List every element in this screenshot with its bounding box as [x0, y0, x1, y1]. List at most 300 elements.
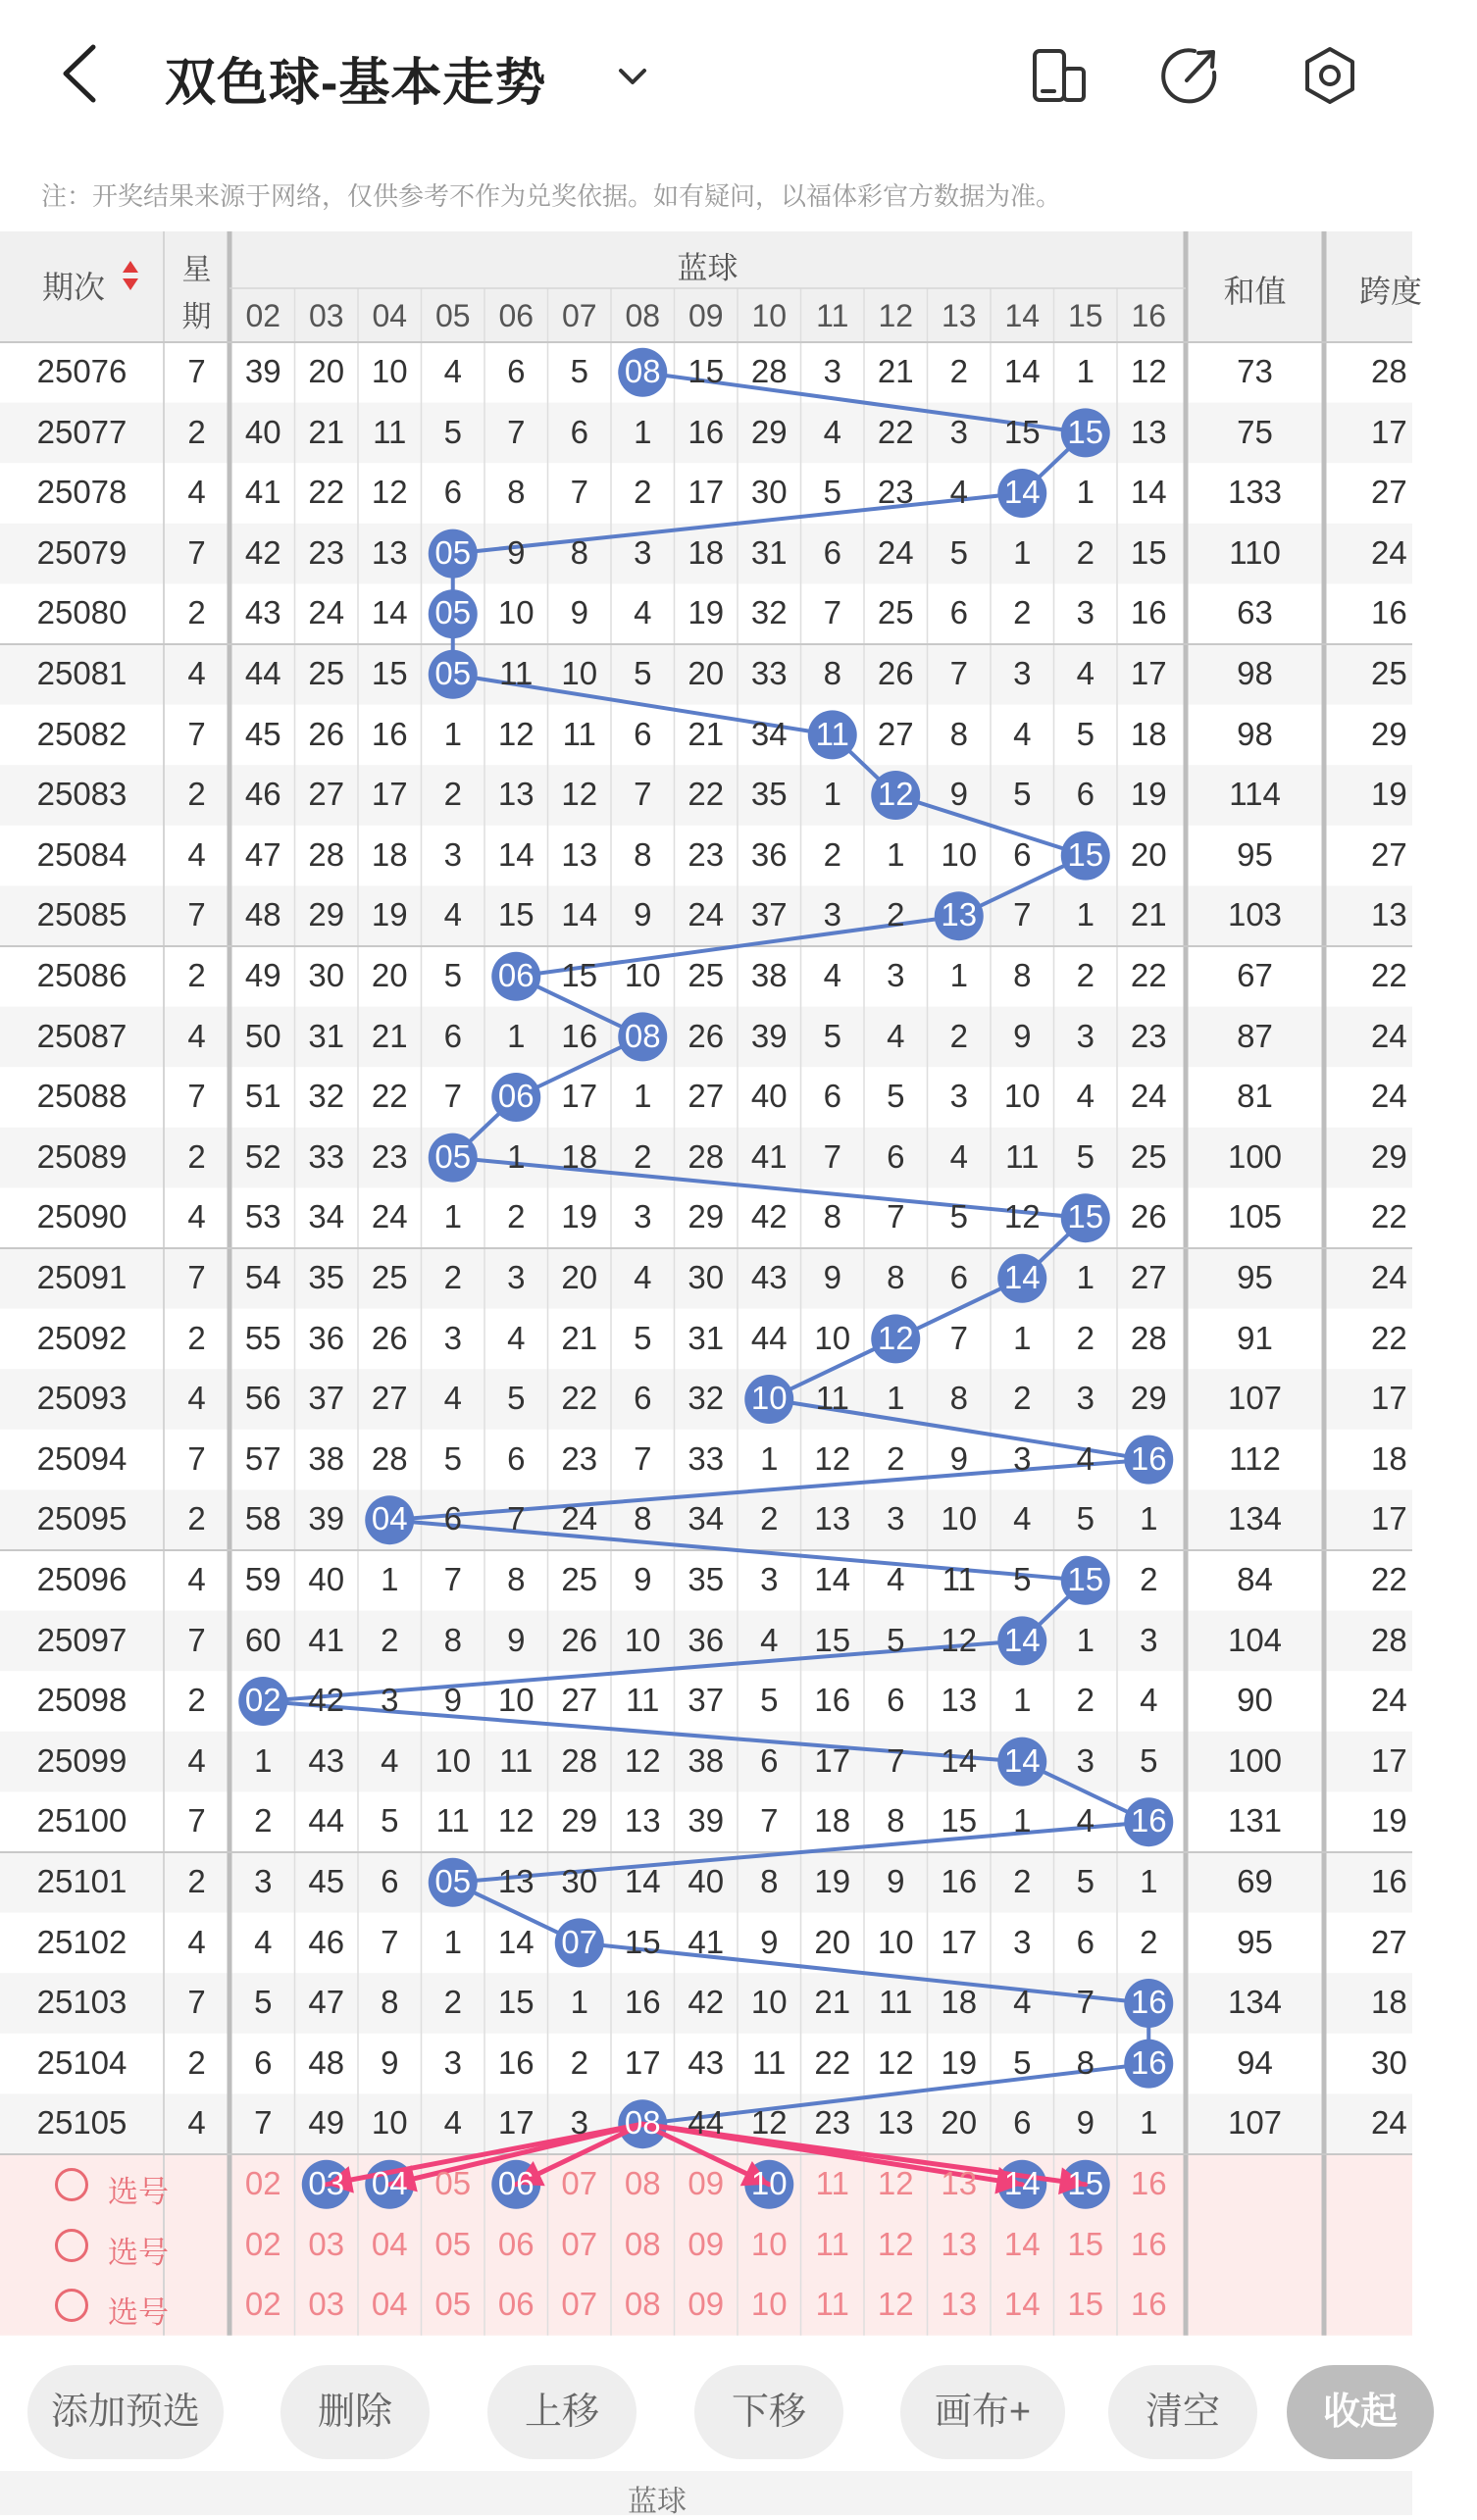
blue-ball-number[interactable]: 05 — [434, 655, 472, 691]
weekday: 2 — [187, 594, 206, 631]
settings-hexagon-icon[interactable] — [1298, 41, 1362, 110]
select-number[interactable]: 13 — [941, 2286, 978, 2323]
omission-value: 12 — [750, 2104, 788, 2142]
omission-value: 38 — [688, 1741, 725, 1779]
omission-value: 5 — [823, 1017, 841, 1054]
span-value: 27 — [1371, 835, 1407, 873]
select-number[interactable]: 04 — [371, 2225, 408, 2262]
omission-value: 17 — [371, 776, 408, 813]
omission-value: 3 — [887, 1500, 905, 1537]
toolbar-button-0[interactable]: 添加预选 — [27, 2365, 224, 2459]
omission-value: 22 — [688, 776, 725, 813]
omission-value: 10 — [434, 1741, 472, 1779]
omission-value: 6 — [1013, 835, 1032, 873]
sum-value: 114 — [1229, 776, 1281, 813]
weekday: 2 — [187, 1319, 206, 1356]
omission-value: 43 — [688, 2043, 725, 2081]
select-radio[interactable] — [55, 2229, 88, 2262]
bottom-toolbar — [0, 2345, 1412, 2471]
blue-ball-number[interactable]: 13 — [941, 896, 978, 933]
omission-value: 7 — [760, 1802, 779, 1840]
sum-value: 95 — [1237, 1259, 1273, 1295]
span-value: 25 — [1371, 655, 1407, 691]
omission-value: 45 — [308, 1863, 345, 1899]
omission-value: 5 — [570, 353, 588, 389]
blue-ball-number[interactable]: 02 — [244, 1682, 281, 1719]
select-radio[interactable] — [55, 2289, 88, 2322]
omission-value: 12 — [624, 1741, 661, 1779]
blue-ball-number[interactable]: 16 — [1130, 2043, 1167, 2081]
select-radio[interactable] — [55, 2168, 88, 2201]
select-number[interactable]: 03 — [308, 2286, 345, 2323]
blue-col-header: 07 — [561, 298, 597, 333]
omission-value: 5 — [760, 1682, 779, 1719]
omission-value: 5 — [1076, 1500, 1095, 1537]
issue-number: 25096 — [36, 1561, 127, 1597]
omission-value: 14 — [941, 1741, 978, 1779]
omission-value: 4 — [949, 1137, 968, 1175]
weekday: 4 — [187, 474, 206, 511]
omission-value: 47 — [244, 835, 281, 873]
omission-value: 20 — [561, 1259, 598, 1295]
sum-value: 69 — [1237, 1863, 1273, 1899]
issue-number: 25090 — [36, 1198, 127, 1235]
blue-ball-number[interactable]: 05 — [434, 533, 472, 571]
omission-value: 2 — [634, 474, 652, 511]
omission-value: 15 — [624, 1923, 661, 1960]
omission-value: 1 — [887, 835, 905, 873]
omission-value: 9 — [570, 594, 588, 631]
select-number[interactable]: 11 — [815, 2286, 849, 2323]
omission-value: 7 — [1013, 896, 1032, 933]
omission-value: 19 — [688, 594, 725, 631]
omission-value: 1 — [1140, 1863, 1158, 1899]
omission-value: 11 — [562, 715, 596, 752]
blue-ball-number[interactable]: 05 — [434, 1863, 472, 1899]
blue-ball-number[interactable]: 04 — [371, 1500, 408, 1537]
column-issue[interactable]: 期次 — [41, 270, 105, 305]
weekday: 4 — [187, 655, 206, 691]
weekday: 7 — [187, 1439, 206, 1477]
omission-value: 18 — [371, 835, 408, 873]
omission-value: 4 — [507, 1319, 526, 1356]
omission-value: 41 — [688, 1923, 725, 1960]
omission-value: 29 — [1130, 1380, 1167, 1417]
omission-value: 14 — [371, 594, 408, 631]
omission-value: 15 — [497, 896, 535, 933]
omission-value: 32 — [750, 594, 788, 631]
omission-value: 28 — [561, 1741, 598, 1779]
omission-value: 25 — [1130, 1137, 1167, 1175]
picked-number[interactable]: 06 — [497, 2165, 535, 2201]
sum-value: 107 — [1227, 1380, 1283, 1417]
omission-value: 1 — [1140, 2104, 1158, 2142]
omission-value: 12 — [561, 776, 598, 813]
omission-value: 48 — [244, 896, 281, 933]
omission-value: 2 — [887, 1439, 905, 1477]
blue-ball-number[interactable]: 16 — [1130, 1802, 1167, 1840]
omission-value: 15 — [1130, 533, 1167, 571]
omission-value: 10 — [941, 835, 978, 873]
omission-value: 43 — [244, 594, 281, 631]
omission-value: 2 — [634, 1137, 652, 1175]
picked-number[interactable]: 03 — [308, 2165, 345, 2201]
omission-value: 10 — [877, 1923, 914, 1960]
blue-ball-number[interactable]: 14 — [1003, 474, 1041, 511]
omission-value: 1 — [760, 1439, 779, 1477]
span-value: 30 — [1371, 2043, 1407, 2081]
share-icon[interactable] — [1157, 41, 1222, 110]
toolbar-button-5[interactable]: 清空 — [1108, 2365, 1257, 2459]
issue-number: 25098 — [36, 1682, 127, 1719]
omission-value: 11 — [373, 413, 407, 450]
sum-value: 63 — [1237, 594, 1273, 631]
omission-value: 14 — [497, 1923, 535, 1960]
blue-ball-number[interactable]: 06 — [497, 957, 535, 993]
omission-value: 19 — [941, 2043, 978, 2081]
omission-value: 39 — [688, 1802, 725, 1840]
column-week-top: 星 — [181, 254, 212, 286]
blue-ball-number[interactable]: 10 — [750, 1380, 788, 1417]
blue-ball-number[interactable]: 08 — [624, 1017, 661, 1054]
omission-value: 4 — [634, 594, 652, 631]
select-number[interactable]: 13 — [941, 2225, 978, 2262]
omission-value: 3 — [634, 1198, 652, 1235]
omission-value: 2 — [887, 896, 905, 933]
span-value: 27 — [1371, 474, 1407, 511]
select-number[interactable]: 11 — [815, 2225, 849, 2262]
weekday: 2 — [187, 413, 206, 450]
omission-value: 2 — [443, 1259, 462, 1295]
weekday: 4 — [187, 1741, 206, 1779]
omission-value: 4 — [1013, 715, 1032, 752]
omission-value: 4 — [887, 1017, 905, 1054]
omission-value: 3 — [570, 2104, 588, 2142]
blue-col-header: 15 — [1067, 298, 1103, 333]
omission-value: 54 — [244, 1259, 281, 1295]
omission-value: 7 — [507, 413, 526, 450]
omission-value: 1 — [1013, 1802, 1032, 1840]
omission-value: 9 — [1013, 1017, 1032, 1054]
select-number[interactable]: 16 — [1130, 2286, 1167, 2323]
weekday: 2 — [187, 1137, 206, 1175]
omission-value: 31 — [750, 533, 788, 571]
sum-value: 112 — [1229, 1439, 1281, 1477]
omission-value: 33 — [750, 655, 788, 691]
select-number[interactable]: 12 — [877, 2225, 914, 2262]
omission-value: 7 — [823, 1137, 841, 1175]
omission-value: 4 — [443, 2104, 462, 2142]
select-number[interactable]: 02 — [244, 2165, 281, 2201]
page-title[interactable]: 双色球-基本走势 — [165, 55, 547, 112]
omission-value: 40 — [688, 1863, 725, 1899]
select-number[interactable]: 07 — [561, 2165, 598, 2201]
device-icon[interactable] — [1027, 41, 1092, 110]
span-value: 22 — [1371, 1319, 1407, 1356]
blue-ball-number[interactable]: 14 — [1003, 1259, 1041, 1295]
sum-value: 103 — [1227, 896, 1283, 933]
issue-number: 25102 — [36, 1923, 127, 1960]
blue-ball-number[interactable]: 15 — [1067, 1198, 1104, 1235]
omission-value: 9 — [823, 1259, 841, 1295]
select-number[interactable]: 14 — [1003, 2225, 1041, 2262]
select-label[interactable]: 选号 — [108, 2175, 169, 2209]
omission-value: 16 — [371, 715, 408, 752]
omission-value: 9 — [887, 1863, 905, 1899]
omission-value: 1 — [634, 1078, 652, 1115]
omission-value: 1 — [1076, 1259, 1095, 1295]
omission-value: 24 — [877, 533, 914, 571]
select-number[interactable]: 15 — [1067, 2286, 1104, 2323]
omission-value: 10 — [371, 353, 408, 389]
select-number[interactable]: 16 — [1130, 2165, 1167, 2201]
omission-value: 5 — [507, 1380, 526, 1417]
select-number[interactable]: 03 — [308, 2225, 345, 2262]
omission-value: 10 — [371, 2104, 408, 2142]
omission-value: 1 — [634, 413, 652, 450]
blue-ball-number[interactable]: 08 — [624, 2104, 661, 2142]
blue-ball-number[interactable]: 14 — [1003, 1741, 1041, 1779]
select-number[interactable]: 15 — [1067, 2225, 1104, 2262]
sum-value: 87 — [1237, 1017, 1273, 1054]
omission-value: 43 — [308, 1741, 345, 1779]
omission-value: 11 — [815, 1380, 849, 1417]
omission-value: 1 — [949, 957, 968, 993]
select-number[interactable]: 14 — [1003, 2286, 1041, 2323]
weekday: 7 — [187, 533, 206, 571]
omission-value: 12 — [497, 1802, 535, 1840]
omission-value: 7 — [949, 655, 968, 691]
select-number[interactable]: 07 — [561, 2225, 598, 2262]
omission-value: 6 — [570, 413, 588, 450]
omission-value: 4 — [634, 1259, 652, 1295]
span-value: 24 — [1371, 1078, 1407, 1115]
omission-value: 25 — [877, 594, 914, 631]
select-number[interactable]: 02 — [244, 2225, 281, 2262]
weekday: 4 — [187, 1380, 206, 1417]
omission-value: 20 — [941, 2104, 978, 2142]
blue-ball-number[interactable]: 15 — [1067, 1561, 1104, 1597]
weekday: 4 — [187, 2104, 206, 2142]
blue-ball-number[interactable]: 08 — [624, 353, 661, 389]
omission-value: 12 — [814, 1439, 851, 1477]
omission-value: 5 — [887, 1621, 905, 1658]
omission-value: 40 — [244, 413, 281, 450]
weekday: 7 — [187, 1078, 206, 1115]
omission-value: 30 — [561, 1863, 598, 1899]
select-number[interactable]: 16 — [1130, 2225, 1167, 2262]
omission-value: 2 — [443, 776, 462, 813]
omission-value: 13 — [371, 533, 408, 571]
omission-value: 1 — [1076, 1621, 1095, 1658]
omission-value: 16 — [561, 1017, 598, 1054]
omission-value: 7 — [634, 1439, 652, 1477]
omission-value: 29 — [561, 1802, 598, 1840]
select-number[interactable]: 04 — [371, 2286, 408, 2323]
blue-ball-number[interactable]: 16 — [1130, 1439, 1167, 1477]
omission-value: 26 — [371, 1319, 408, 1356]
weekday: 4 — [187, 1923, 206, 1960]
picked-number[interactable]: 15 — [1067, 2165, 1104, 2201]
omission-value: 1 — [507, 1137, 526, 1175]
sum-value: 84 — [1237, 1561, 1273, 1597]
select-number[interactable]: 09 — [688, 2165, 725, 2201]
omission-value: 16 — [941, 1863, 978, 1899]
omission-value: 42 — [688, 1984, 725, 2021]
omission-value: 22 — [308, 474, 345, 511]
toolbar-button-3[interactable]: 下移 — [694, 2365, 843, 2459]
omission-value: 27 — [371, 1380, 408, 1417]
picked-number[interactable]: 04 — [371, 2165, 408, 2201]
span-value: 24 — [1371, 1017, 1407, 1054]
omission-value: 6 — [443, 1500, 462, 1537]
blue-col-header: 11 — [816, 298, 849, 333]
top-bar — [0, 0, 1412, 157]
toolbar-button-1[interactable]: 删除 — [280, 2365, 430, 2459]
picked-number[interactable]: 10 — [750, 2165, 788, 2201]
select-label[interactable]: 选号 — [108, 2295, 169, 2331]
blue-ball-number[interactable]: 12 — [877, 776, 914, 813]
blue-ball-number[interactable]: 15 — [1067, 835, 1104, 873]
omission-value: 5 — [443, 957, 462, 993]
next-section-label: 蓝球 — [628, 2486, 687, 2518]
omission-value: 2 — [1076, 533, 1095, 571]
omission-value: 11 — [879, 1984, 913, 2021]
sum-value: 134 — [1227, 1984, 1283, 2021]
sum-value: 110 — [1229, 533, 1281, 571]
omission-value: 15 — [371, 655, 408, 691]
toolbar-button-4[interactable]: 画布+ — [900, 2365, 1065, 2459]
omission-value: 5 — [1013, 1561, 1032, 1597]
omission-value: 2 — [1013, 1863, 1032, 1899]
blue-ball-number[interactable]: 05 — [434, 1137, 472, 1175]
omission-value: 19 — [1130, 776, 1167, 813]
omission-value: 16 — [814, 1682, 851, 1719]
omission-value: 2 — [949, 353, 968, 389]
omission-value: 17 — [814, 1741, 851, 1779]
issue-number: 25082 — [36, 715, 127, 752]
omission-value: 1 — [507, 1017, 526, 1054]
picked-number[interactable]: 14 — [1003, 2165, 1041, 2201]
select-number[interactable]: 11 — [815, 2165, 849, 2201]
select-number[interactable]: 08 — [624, 2165, 661, 2201]
select-number[interactable]: 12 — [877, 2165, 914, 2201]
issue-number: 25095 — [36, 1500, 127, 1537]
blue-ball-number[interactable]: 05 — [434, 594, 472, 631]
select-number[interactable]: 13 — [941, 2165, 978, 2201]
omission-value: 9 — [507, 533, 526, 571]
omission-value: 6 — [381, 1863, 399, 1899]
omission-value: 26 — [877, 655, 914, 691]
issue-number: 25080 — [36, 594, 127, 631]
omission-value: 8 — [887, 1802, 905, 1840]
omission-value: 4 — [1013, 1984, 1032, 2021]
next-table-peek — [0, 2471, 1412, 2518]
blue-ball-number[interactable]: 16 — [1130, 1984, 1167, 2021]
omission-value: 9 — [507, 1621, 526, 1658]
omission-value: 21 — [561, 1319, 598, 1356]
select-number[interactable]: 10 — [750, 2225, 788, 2262]
omission-value: 4 — [887, 1561, 905, 1597]
omission-value: 10 — [497, 594, 535, 631]
omission-value: 16 — [1130, 594, 1167, 631]
select-number[interactable]: 08 — [624, 2225, 661, 2262]
disclaimer-notice: 注：开奖结果来源于网络，仅供参考不作为兑奖依据。如有疑问，以福体彩官方数据为准。 — [41, 181, 1062, 211]
select-number[interactable]: 05 — [434, 2286, 472, 2323]
blue-col-header: 10 — [751, 298, 788, 333]
omission-value: 13 — [1130, 413, 1167, 450]
select-number[interactable]: 02 — [244, 2286, 281, 2323]
blue-col-header: 05 — [434, 298, 471, 333]
omission-value: 26 — [308, 715, 345, 752]
back-arrow-icon[interactable] — [54, 39, 113, 108]
select-number[interactable]: 10 — [750, 2286, 788, 2323]
select-number[interactable]: 07 — [561, 2286, 598, 2323]
select-number[interactable]: 08 — [624, 2286, 661, 2323]
omission-value: 37 — [688, 1682, 725, 1719]
omission-value: 8 — [634, 1500, 652, 1537]
omission-value: 13 — [497, 776, 535, 813]
span-value: 28 — [1371, 1621, 1407, 1658]
omission-value: 8 — [1076, 2043, 1095, 2081]
omission-value: 4 — [381, 1741, 399, 1779]
omission-value: 13 — [941, 1682, 978, 1719]
select-number[interactable]: 06 — [497, 2286, 535, 2323]
omission-value: 1 — [254, 1741, 273, 1779]
blue-ball-number[interactable]: 06 — [497, 1078, 535, 1115]
select-number[interactable]: 05 — [434, 2225, 472, 2262]
omission-value: 3 — [1076, 1017, 1095, 1054]
chevron-down-icon[interactable] — [613, 57, 652, 96]
omission-value: 6 — [507, 1439, 526, 1477]
sum-value: 81 — [1237, 1078, 1273, 1115]
omission-value: 37 — [750, 896, 788, 933]
span-value: 16 — [1371, 1863, 1407, 1899]
omission-value: 1 — [1013, 1319, 1032, 1356]
omission-value: 41 — [308, 1621, 345, 1658]
omission-value: 13 — [814, 1500, 851, 1537]
select-number[interactable]: 12 — [877, 2286, 914, 2323]
omission-value: 3 — [823, 353, 841, 389]
omission-value: 51 — [244, 1078, 281, 1115]
blue-ball-number[interactable]: 07 — [561, 1923, 598, 1960]
omission-value: 7 — [1076, 1984, 1095, 2021]
select-label[interactable]: 选号 — [108, 2235, 169, 2270]
omission-value: 30 — [750, 474, 788, 511]
toolbar-button-6[interactable]: 收起 — [1287, 2365, 1434, 2459]
omission-value: 24 — [371, 1198, 408, 1235]
blue-ball-number[interactable]: 12 — [877, 1319, 914, 1356]
omission-value: 8 — [570, 533, 588, 571]
omission-value: 8 — [1013, 957, 1032, 993]
select-number[interactable]: 09 — [688, 2286, 725, 2323]
omission-value: 14 — [497, 835, 535, 873]
omission-value: 6 — [634, 715, 652, 752]
select-number[interactable]: 06 — [497, 2225, 535, 2262]
blue-ball-number[interactable]: 11 — [815, 715, 849, 752]
blue-ball-number[interactable]: 14 — [1003, 1621, 1041, 1658]
select-number[interactable]: 05 — [434, 2165, 472, 2201]
omission-value: 23 — [688, 835, 725, 873]
omission-value: 4 — [443, 1380, 462, 1417]
toolbar-button-2[interactable]: 上移 — [487, 2365, 637, 2459]
issue-number: 25105 — [36, 2104, 127, 2142]
blue-ball-number[interactable]: 15 — [1067, 413, 1104, 450]
omission-value: 5 — [1013, 2043, 1032, 2081]
select-number[interactable]: 09 — [688, 2225, 725, 2262]
omission-value: 7 — [887, 1741, 905, 1779]
span-value: 17 — [1371, 1741, 1407, 1779]
